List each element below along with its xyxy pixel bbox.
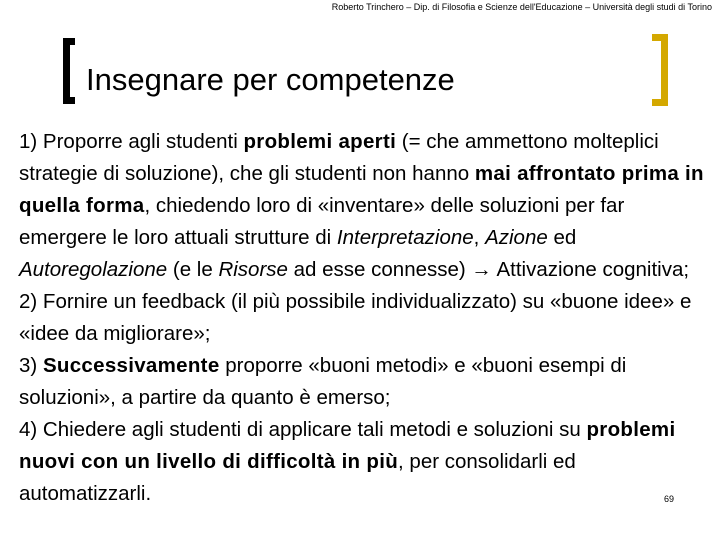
- point-3-bold: Successivamente: [42, 354, 220, 377]
- point-3-text-a: 3): [19, 354, 43, 377]
- point-1-bold-1: problemi aperti: [243, 130, 397, 153]
- slide-header: Roberto Trinchero – Dip. di Filosofia e Scienze dell'Educazione – Università degli studi di Torino: [331, 2, 712, 12]
- point-1-text-a: 1) Proporre agli studenti: [19, 130, 244, 153]
- point-1-text-e: ,: [473, 226, 486, 249]
- page-number: 69: [664, 494, 675, 504]
- point-1-text-h: ad esse connesse) → Attivazione cognitiva;: [287, 258, 690, 281]
- point-1-bold-2: mai affrontato prima in quella forma: [19, 162, 704, 217]
- title-bracket-right: [652, 34, 668, 106]
- point-1-italic-3: Autoregolazione: [19, 258, 168, 281]
- point-1: [19, 126, 709, 286]
- title-bracket-left: [63, 38, 75, 104]
- point-2: 2) Fornire un feedback (il più possibile individualizzato) su «buone idee» e «idee da migliorare»;: [19, 290, 692, 345]
- point-4-text-a: 4) Chiedere agli studenti di applicare tali metodi e soluzioni su: [19, 418, 587, 441]
- slide-content: [19, 126, 709, 510]
- slide-title: Insegnare per competenze: [86, 62, 455, 97]
- point-1-text-c: (= che ammettono molteplici strategie di soluzione), che gli studenti non hanno: [19, 130, 659, 185]
- point-4: [19, 414, 709, 510]
- point-4-text-c: , per consolidarli ed automatizzarli.: [19, 450, 576, 505]
- point-1-italic-4: Risorse: [218, 258, 288, 281]
- point-1-text-f: ed: [547, 226, 577, 249]
- point-4-bold: problemi nuovi con un livello di difficoltà in più: [19, 418, 676, 473]
- point-1-text-d: , chiedendo loro di «inventare» delle soluzioni per far emergere le loro attuali strutture di: [19, 194, 625, 249]
- point-1-italic-2: Azione: [485, 226, 548, 249]
- point-3-text-c: proporre «buoni metodi» e «buoni esempi di soluzioni», a partire da quanto è emerso;: [19, 354, 627, 409]
- point-1-italic-1: Interpretazione: [336, 226, 474, 249]
- point-1-text-g: (e le: [167, 258, 219, 281]
- point-3: [19, 350, 709, 414]
